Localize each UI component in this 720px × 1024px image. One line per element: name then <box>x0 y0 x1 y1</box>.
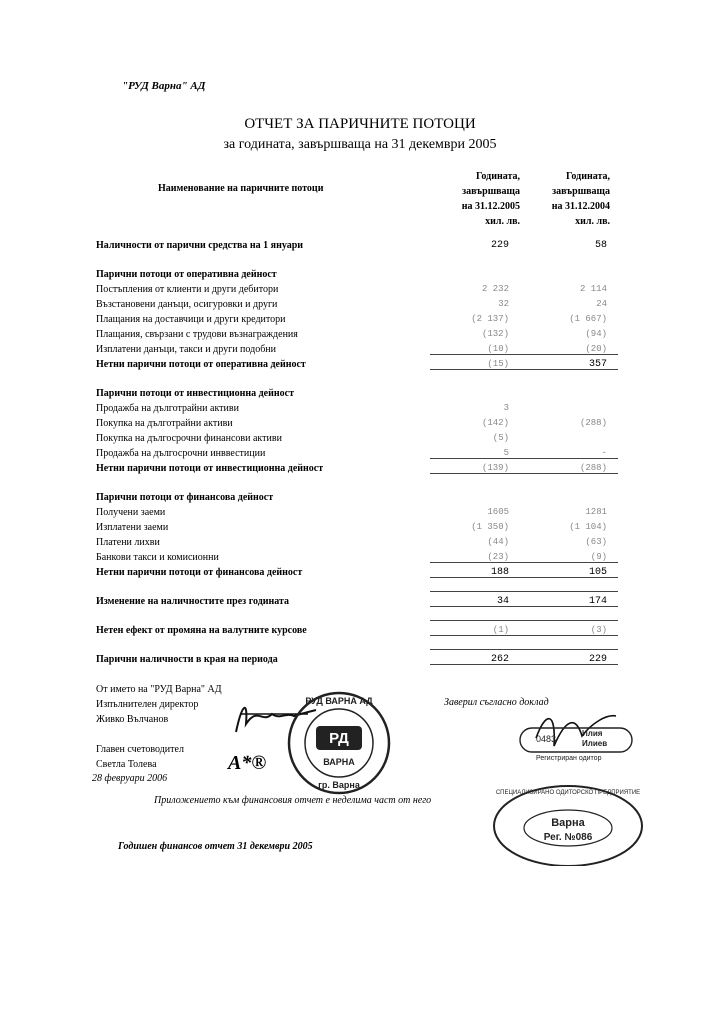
value-2004: 229 <box>588 654 607 665</box>
row-label: Нетен ефект от промяна на валутните курсове <box>96 625 307 636</box>
table-row <box>96 595 621 610</box>
rule-line <box>430 369 618 370</box>
row-label: Нетни парични потоци от инвестиционна дейност <box>96 463 324 474</box>
value-2005: (44) <box>487 537 509 547</box>
column-header-name: Наименование на паричните потоци <box>158 183 324 194</box>
audit-firm-stamp <box>490 780 646 866</box>
rule-line <box>430 562 618 563</box>
svg-text:РД: РД <box>329 730 349 747</box>
table-row <box>96 432 621 447</box>
company-stamp <box>286 690 392 796</box>
table-row <box>96 283 621 298</box>
director-title: Изпълнителен директор <box>96 699 199 710</box>
value-2004: (1 104) <box>569 522 607 532</box>
rule-line <box>430 664 618 665</box>
value-2004: 24 <box>596 299 607 309</box>
svg-text:Варна: Варна <box>551 817 585 829</box>
value-2005: 3 <box>503 403 509 413</box>
row-label: Нетни парични потоци от финансова дейност <box>96 567 303 578</box>
table-row <box>96 343 621 358</box>
report-date: 28 февруари 2006 <box>92 773 168 784</box>
table-row <box>96 402 621 417</box>
value-2004: (9) <box>590 552 607 562</box>
table-row <box>96 313 621 328</box>
row-label: Плащания, свързани с трудови възнаграждения <box>96 329 298 340</box>
value-2004: 1281 <box>585 507 607 517</box>
row-label: Плащания на доставчици и други кредитори <box>96 314 286 325</box>
table-row <box>96 239 621 254</box>
row-label: Продажба на дълготрайни активи <box>96 403 239 414</box>
value-2005: (10) <box>487 344 509 354</box>
row-label: Парични потоци от финансова дейност <box>96 492 274 503</box>
report-title: ОТЧЕТ ЗА ПАРИЧНИТЕ ПОТОЦИ <box>244 116 476 132</box>
value-2005: (132) <box>481 329 509 339</box>
row-label: Парични наличности в края на периода <box>96 654 278 665</box>
value-2005: 229 <box>490 240 509 251</box>
footer-note: Годишен финансов отчет 31 декември 2005 <box>118 841 313 852</box>
table-row <box>96 536 621 551</box>
value-2005: 1605 <box>487 507 509 517</box>
company-name: "РУД Варна" АД <box>122 80 206 92</box>
svg-text:ВАРНА: ВАРНА <box>323 757 355 767</box>
table-row <box>96 328 621 343</box>
rule-line <box>430 606 618 607</box>
rule-line <box>430 591 618 592</box>
value-2004: 357 <box>588 359 607 370</box>
value-2004: (20) <box>585 344 607 354</box>
row-label: Парични потоци от оперативна дейност <box>96 269 277 280</box>
value-2005: (1) <box>492 625 509 635</box>
value-2005: 188 <box>490 567 509 578</box>
svg-text:гр. Варна: гр. Варна <box>318 780 360 790</box>
value-2005: 32 <box>498 299 509 309</box>
svg-text:0483: 0483 <box>536 734 557 744</box>
value-2004: (94) <box>585 329 607 339</box>
value-2005: (5) <box>492 433 509 443</box>
row-label: Постъпления от клиенти и други дебитори <box>96 284 279 295</box>
row-label: Наличности от парични средства на 1 януари <box>96 240 304 251</box>
row-label: Възстановени данъци, осигуровки и други <box>96 299 278 310</box>
value-2004: 2 114 <box>579 284 607 294</box>
svg-text:РУД ВАРНА АД: РУД ВАРНА АД <box>305 696 373 706</box>
svg-text:Илиев: Илиев <box>582 739 608 748</box>
value-2005: (1 350) <box>471 522 509 532</box>
rule-line <box>430 473 618 474</box>
value-2004: (288) <box>579 463 607 473</box>
value-2005: 34 <box>496 596 509 607</box>
table-row <box>96 268 621 283</box>
value-2004: 174 <box>588 596 607 607</box>
appendix-note: Приложението към финансовия отчет е неделима част от него <box>154 795 432 806</box>
table-row <box>96 387 621 402</box>
row-label: Платени лихви <box>96 537 160 548</box>
row-label: Продажба на дългосрочни инввестиции <box>96 448 266 459</box>
rule-line <box>430 458 618 459</box>
row-label: Изплатени заеми <box>96 522 169 533</box>
row-label: Изплатени данъци, такси и други подобни <box>96 344 276 355</box>
rule-line <box>430 577 618 578</box>
value-2005: (139) <box>481 463 509 473</box>
table-row <box>96 624 621 639</box>
table-row <box>96 521 621 536</box>
row-label: Банкови такси и комисионни <box>96 552 219 563</box>
auditor-note: Заверил съгласно доклад <box>444 697 549 708</box>
value-2004: 105 <box>588 567 607 578</box>
table-row <box>96 417 621 432</box>
auditor-stamp <box>516 706 640 762</box>
table-row <box>96 298 621 313</box>
director-name: Живко Вълчанов <box>96 714 169 725</box>
row-label: Нетни парични потоци от оперативна дейност <box>96 359 306 370</box>
value-2004: (63) <box>585 537 607 547</box>
value-2005: 262 <box>490 654 509 665</box>
value-2004: 58 <box>594 240 607 251</box>
rule-line <box>430 354 618 355</box>
column-header-2005: Годината, завършваща на 31.12.2005 хил. лв. <box>461 171 520 227</box>
row-label: Получени заеми <box>96 507 166 518</box>
report-subtitle: за годината, завършваща на 31 декември 2005 <box>223 137 497 152</box>
on-behalf-text: От името на "РУД Варна" АД <box>96 684 222 695</box>
rule-line <box>430 649 618 650</box>
table-row <box>96 462 621 477</box>
table-row <box>96 358 621 373</box>
value-2005: (23) <box>487 552 509 562</box>
value-2004: (3) <box>590 625 607 635</box>
table-row <box>96 566 621 581</box>
table-row <box>96 491 621 506</box>
accountant-name: Светла Толева <box>96 759 157 770</box>
row-label: Изменение на наличностите през годината <box>96 596 290 607</box>
rule-line <box>430 620 618 621</box>
table-row <box>96 506 621 521</box>
table-row <box>96 551 621 566</box>
value-2005: 2 232 <box>481 284 509 294</box>
column-header-2004: Годината, завършваща на 31.12.2004 хил. лв. <box>551 171 610 227</box>
value-2005: 5 <box>503 448 509 458</box>
row-label: Покупка на дълготрайни активи <box>96 418 233 429</box>
row-label: Покупка на дългосрочни финансови активи <box>96 433 282 444</box>
value-2004: (288) <box>579 418 607 428</box>
row-label: Парични потоци от инвестиционна дейност <box>96 388 294 399</box>
svg-text:СПЕЦИАЛИЗИРАНО ОДИТОРСКО ПРЕДП: СПЕЦИАЛИЗИРАНО ОДИТОРСКО ПРЕДПРИЯТИЕ <box>495 790 641 796</box>
svg-text:Рег. №086: Рег. №086 <box>543 832 593 843</box>
table-row <box>96 653 621 668</box>
value-2005: (142) <box>481 418 509 428</box>
auditor-mark: А*® <box>228 752 267 774</box>
svg-text:Регистриран одитор: Регистриран одитор <box>536 755 602 762</box>
table-row <box>96 447 621 462</box>
svg-text:Илия: Илия <box>582 729 603 738</box>
value-2005: (15) <box>487 359 509 369</box>
value-2005: (2 137) <box>471 314 509 324</box>
accountant-title: Главен счетоводител <box>96 744 184 755</box>
value-2004: (1 667) <box>569 314 607 324</box>
rule-line <box>430 635 618 636</box>
value-2004: - <box>601 448 607 458</box>
